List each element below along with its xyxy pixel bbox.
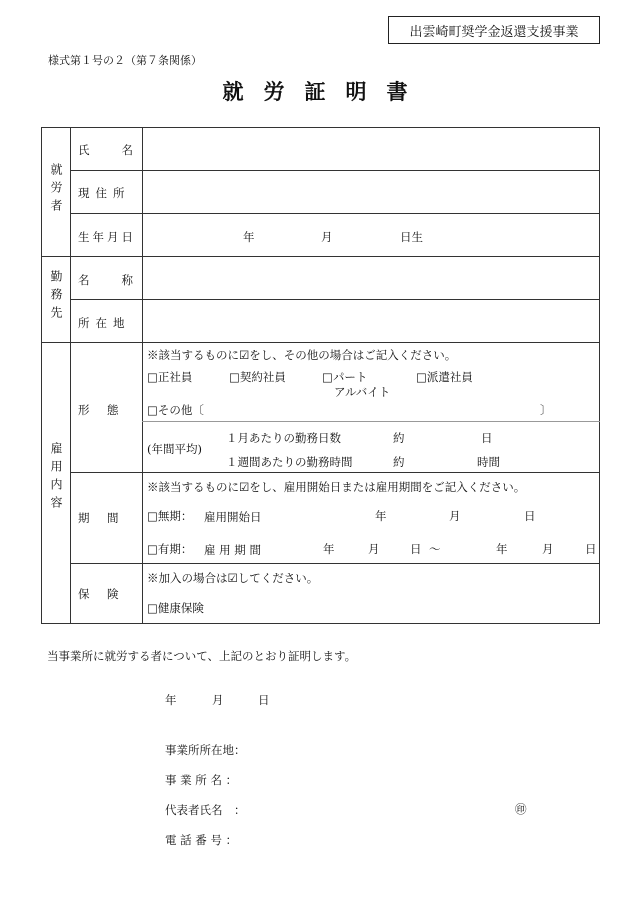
employment-type-instruction: ※該当するものに☑をし、その他の場合はご記入ください。 (147, 348, 457, 362)
option-part-time-sub: アルバイト (334, 385, 391, 399)
period-start-day: 日 (410, 542, 422, 556)
cert-month-unit: 月 (212, 693, 224, 707)
birth-year-unit: 年 (243, 230, 255, 244)
cert-year-unit: 年 (165, 693, 177, 707)
certification-statement: 当事業所に就労する者について、上記のとおり証明します。 (47, 649, 357, 663)
workplace-name-field[interactable] (143, 257, 599, 299)
birth-day-unit: 日生 (400, 230, 423, 244)
workplace-name-label: 名 称 (78, 273, 136, 287)
monthly-days-label: １月あたりの勤務日数 (226, 431, 341, 445)
form-number: 様式第１号の２（第７条関係） (48, 54, 202, 67)
employment-type-label: 形 態 (78, 403, 122, 417)
option-part-time[interactable]: □パート (322, 370, 368, 384)
office-name-label: 事 業 所 名 ： (165, 773, 238, 787)
period-instruction: ※該当するものに☑をし、雇用開始日または雇用期間をご記入ください。 (147, 480, 526, 494)
office-address-label: 事業所所在地： (165, 743, 246, 757)
start-day-unit: 日 (524, 509, 536, 523)
employment-period-label: 雇 用 期 間 (204, 543, 261, 557)
option-dispatch[interactable]: □派遣社員 (416, 370, 473, 384)
approx-days: 約 (393, 431, 405, 445)
section-label-workplace: 勤務先 (49, 270, 63, 324)
representative-label: 代表者氏名 ： (165, 803, 246, 817)
period-end-month: 月 (542, 542, 554, 556)
option-fixed-term[interactable]: □有期： (147, 542, 193, 556)
option-contract[interactable]: □契約社員 (229, 370, 286, 384)
period-end-day: 日 (585, 542, 597, 556)
unit-days: 日 (481, 431, 493, 445)
annual-average-label: (年間平均) (147, 442, 202, 456)
approx-hours: 約 (393, 455, 405, 469)
insurance-label: 保 険 (78, 587, 122, 601)
start-month-unit: 月 (449, 509, 461, 523)
section-label-employment: 雇用内容 (49, 442, 63, 514)
start-year-unit: 年 (375, 509, 387, 523)
birth-month-unit: 月 (321, 230, 333, 244)
period-end-year: 年 (496, 542, 508, 556)
section-label-worker: 就労者 (49, 163, 63, 217)
period-start-year: 年 (323, 542, 335, 556)
weekly-hours-label: １週間あたりの勤務時間 (226, 455, 353, 469)
program-name: 出雲崎町奨学金返還支援事業 (409, 24, 579, 40)
option-health-insurance[interactable]: □健康保険 (147, 601, 204, 615)
period-label: 期 間 (78, 511, 122, 525)
cert-day-unit: 日 (258, 693, 270, 707)
address-field[interactable] (143, 171, 599, 213)
name-field[interactable] (143, 128, 599, 170)
start-date-label: 雇用開始日 (204, 510, 262, 524)
unit-hours: 時間 (477, 455, 500, 469)
option-regular[interactable]: □正社員 (147, 370, 193, 384)
program-name-box (388, 16, 600, 44)
document-title: 就労証明書 (222, 80, 428, 104)
option-indefinite[interactable]: □無期： (147, 509, 193, 523)
name-label: 氏 名 (78, 143, 136, 157)
birthdate-label: 生年月日 (78, 230, 136, 244)
workplace-location-label: 所在地 (78, 316, 131, 330)
option-other[interactable]: □その他〔 (147, 403, 204, 417)
address-label: 現住所 (78, 186, 131, 200)
seal-mark: ㊞ (515, 802, 527, 816)
insurance-instruction: ※加入の場合は☑してください。 (147, 571, 319, 585)
option-other-close: 〕 (540, 403, 552, 417)
workplace-address-field[interactable] (143, 300, 599, 342)
phone-label: 電 話 番 号 ： (165, 833, 238, 847)
period-start-month: 月 (368, 542, 380, 556)
period-tilde: 〜 (429, 542, 441, 556)
